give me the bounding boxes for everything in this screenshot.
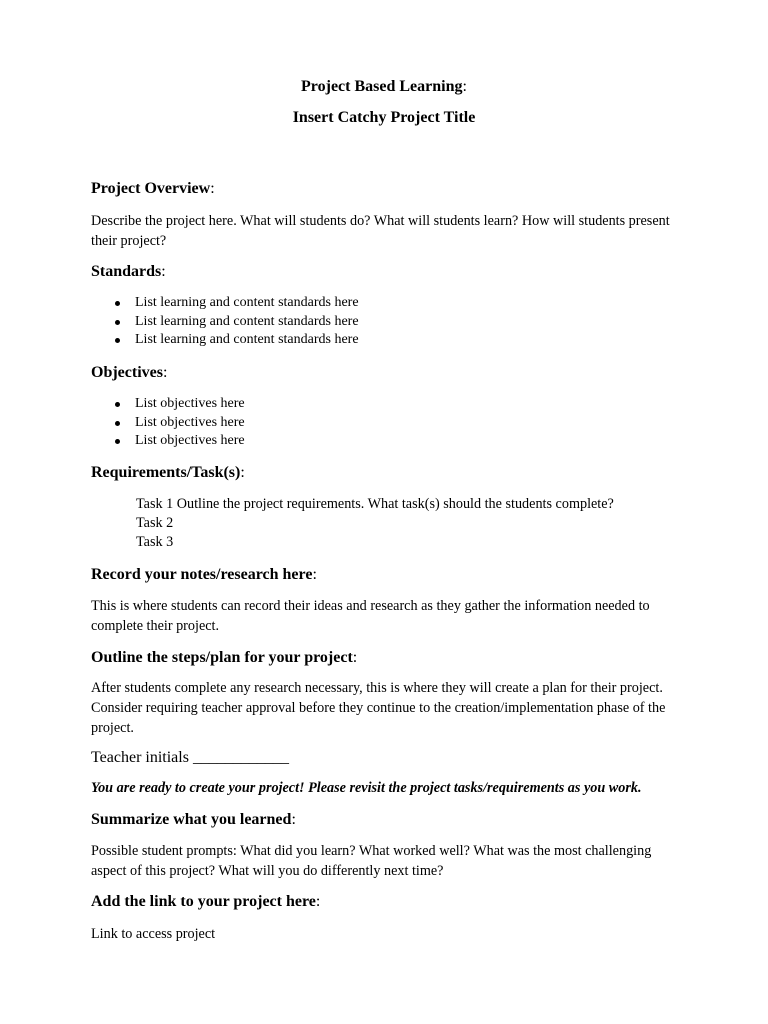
bullet-icon [115,338,120,343]
objectives-heading-text: Objectives [91,364,163,381]
list-item [91,395,245,414]
bullet-icon [115,421,120,426]
document-title [0,77,768,97]
list-item [91,414,245,433]
standards-heading-colon: : [161,263,166,280]
objectives-heading-colon: : [162,364,168,381]
bullet-icon [115,402,120,407]
task-item: Task 3 [136,534,174,550]
plan-heading-text: Outline the steps/plan for your project [91,649,353,666]
project-title: Insert Catchy Project Title [292,109,476,126]
task-list [136,495,614,552]
requirements-heading-text: Requirements/Task(s) [91,464,241,481]
notes-heading-colon: : [312,566,317,583]
requirements-heading [91,463,245,483]
teacher-initials: Teacher initials ____________ [91,749,289,766]
notes-heading [91,565,317,585]
bullet-icon [115,439,120,444]
overview-heading-colon: : [210,180,215,197]
summary-text: Possible student prompts: What did you learn? What worked well? What was the most challenging aspect of this project? What will you do differently next time? [91,843,652,879]
standards-list [91,294,359,350]
standards-heading [91,262,166,282]
document-title-text: Project Based Learning [301,78,463,95]
notes-text: This is where students can record their ideas and research as they gather the information needed to complete their project. [91,598,650,634]
objectives-item-text: List objectives here [135,414,245,430]
overview-heading [91,179,215,199]
ready-note: You are ready to create your project! Please revisit the project tasks/requirements as you work. [91,780,642,796]
requirements-heading-colon: : [240,464,245,481]
plan-heading [91,648,357,668]
standards-item-text: List learning and content standards here [135,332,359,347]
standards-heading-text: Standards [91,263,162,280]
bullet-icon [115,301,120,306]
link-heading [91,892,320,912]
standards-item-text: List learning and content standards here [135,295,359,310]
objectives-item-text: List objectives here [135,433,245,448]
overview-text: Describe the project here. What will students do? What will students learn? How will students present their project? [91,213,670,249]
task-item: Task 2 [136,515,174,531]
plan-text: After students complete any research necessary, this is where they will create a plan for their project. Consider requiring teacher approval before they continue to the creation/implementation phase of the project. [91,680,666,736]
overview-heading-text: Project Overview [91,180,211,197]
notes-heading-text: Record your notes/research here [91,566,313,583]
objectives-heading [91,363,167,383]
link-heading-colon: : [315,893,321,910]
list-item [91,313,359,332]
summary-heading [91,810,296,830]
list-item [91,294,359,313]
objectives-item-text: List objectives here [135,396,245,411]
summary-heading-text: Summarize what you learned [91,811,292,828]
bullet-icon [115,320,120,325]
list-item [91,331,359,350]
plan-heading-colon: : [352,649,358,666]
summary-heading-colon: : [291,811,296,828]
list-item [91,432,245,451]
task-item: Task 1 Outline the project requirements. What task(s) should the students complete? [136,496,614,512]
standards-item-text: List learning and content standards here [135,313,359,329]
objectives-list [91,395,245,451]
link-heading-text: Add the link to your project here [91,893,316,910]
document-title-colon: : [462,78,467,95]
link-text: Link to access project [91,926,216,942]
